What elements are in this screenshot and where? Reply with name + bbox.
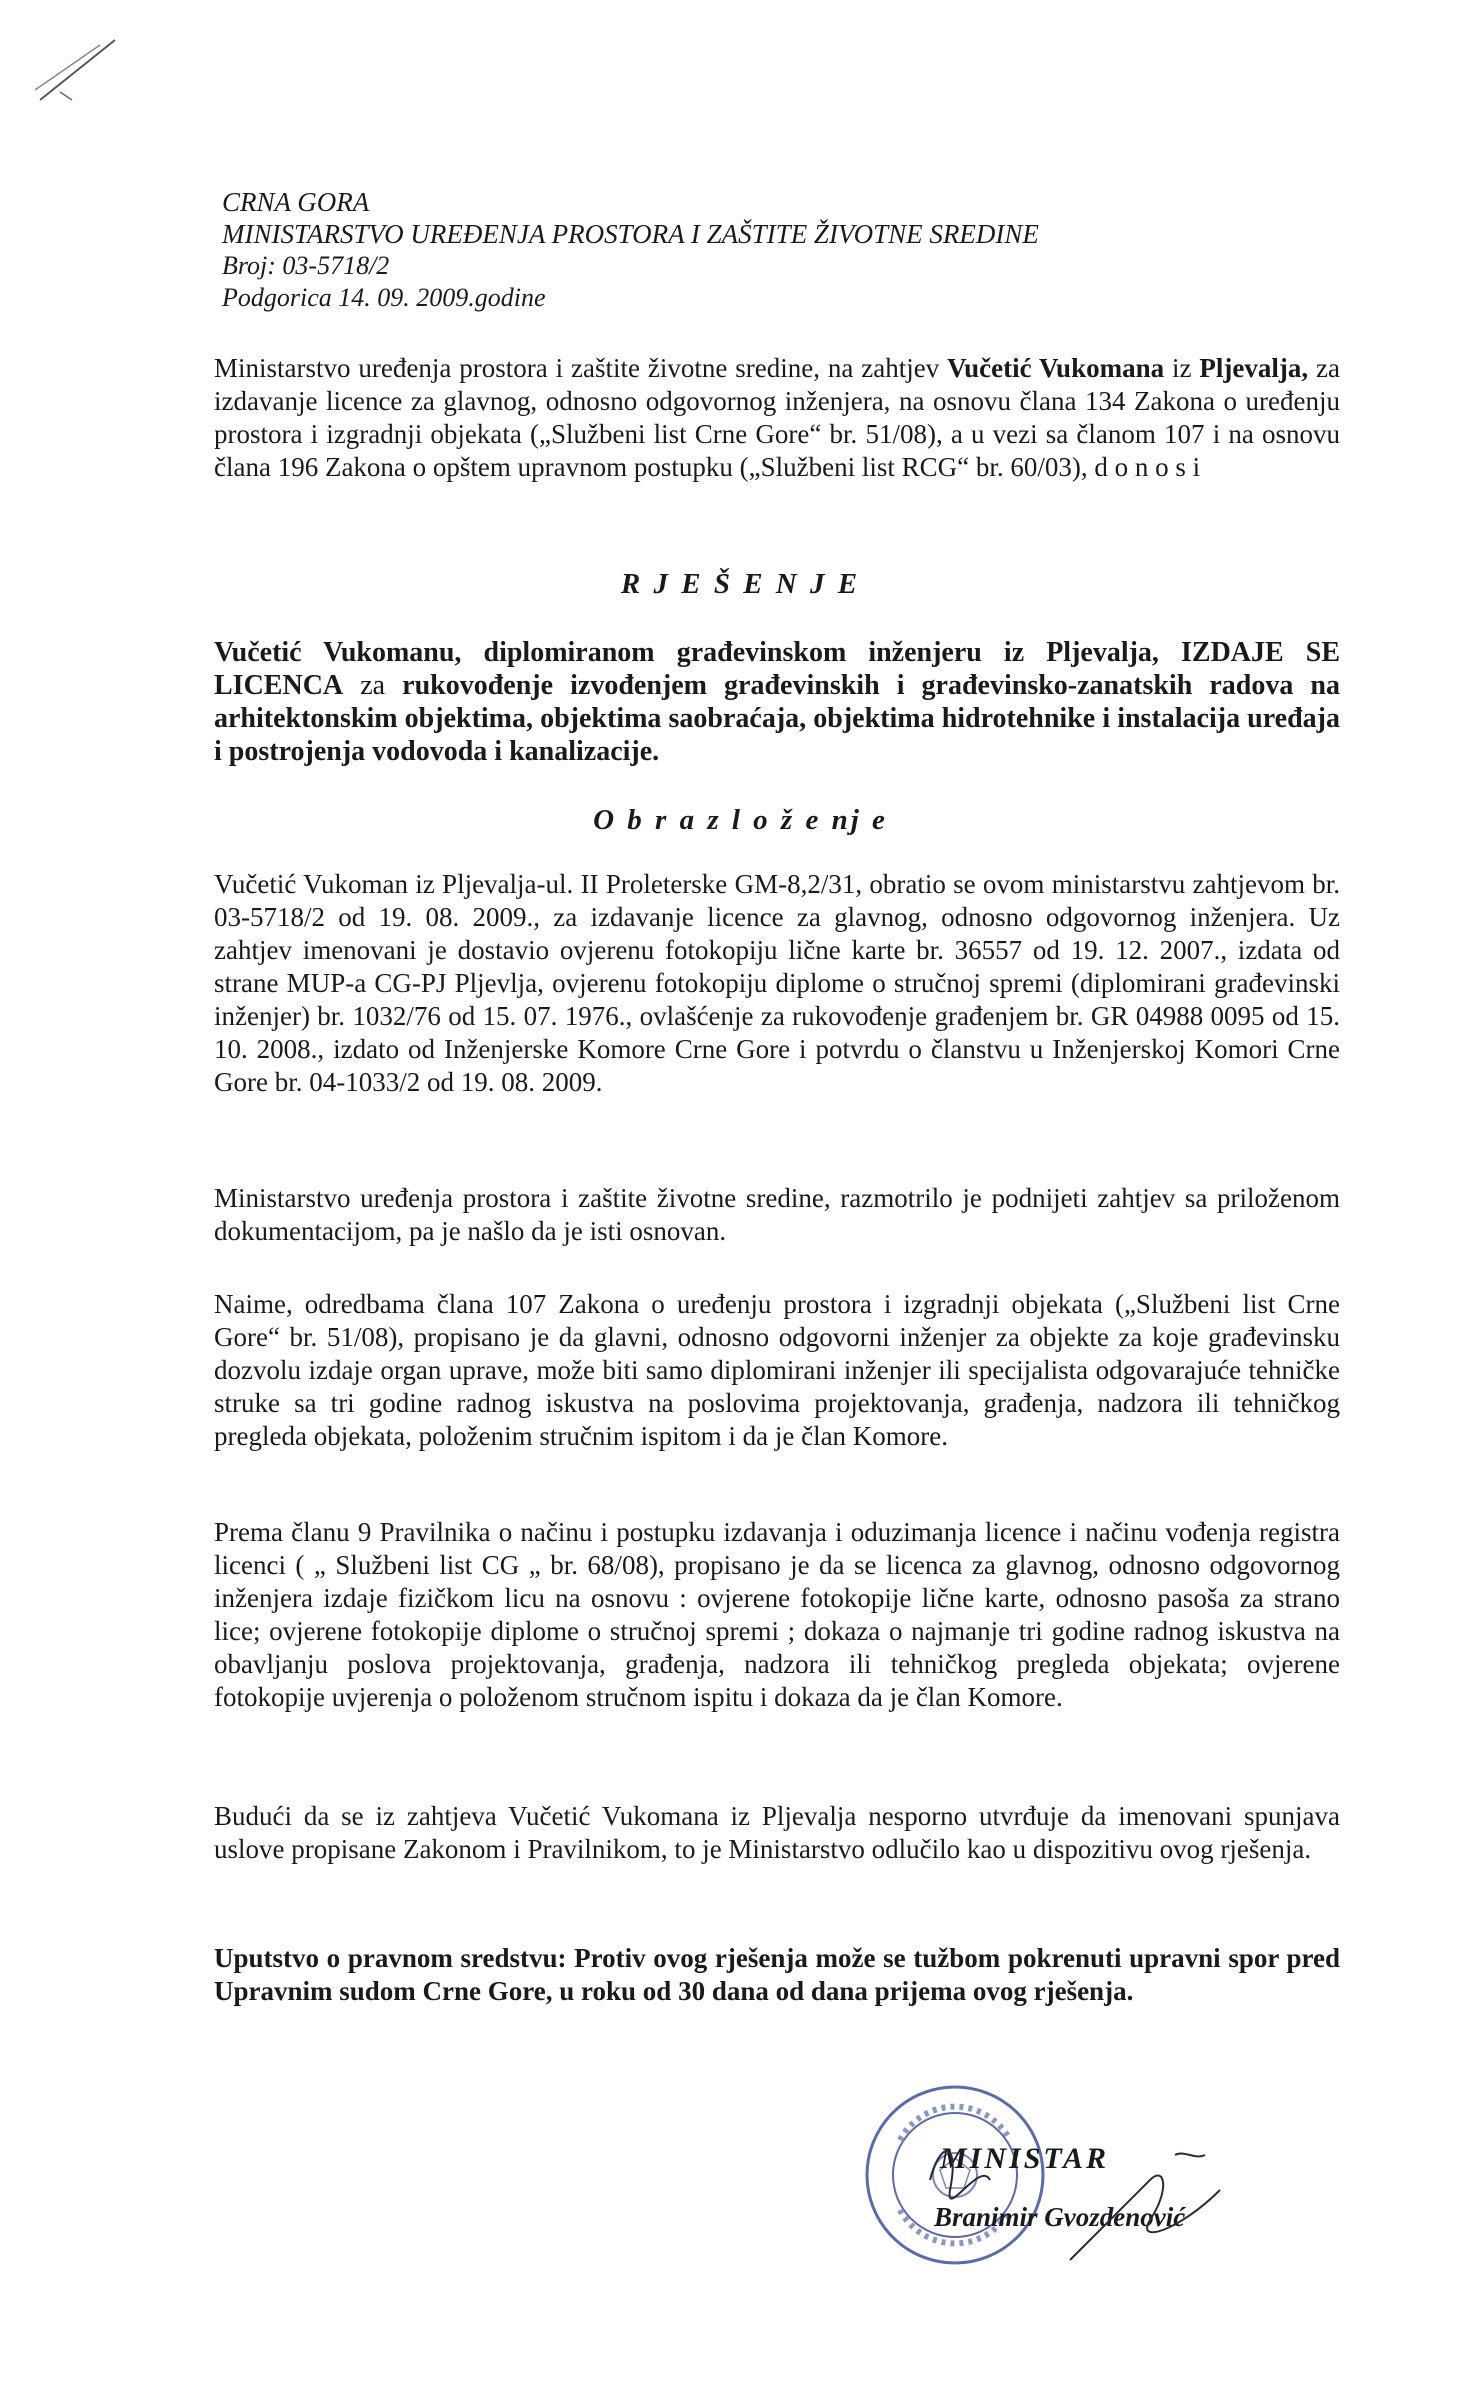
scan-corner-mark <box>20 30 130 110</box>
signature-block <box>860 2080 1280 2280</box>
ministry-name: MINISTARSTVO UREĐENJA PROSTORA I ZAŠTITE ŽIVOTNE SREDINE <box>222 219 1039 249</box>
explanation-paragraph-2: Ministarstvo uređenja prostora i zaštite životne sredine, razmotrilo je podnijeti zahtjev sa priloženom dokumentacijom, pa je našlo da je isti osnovan. <box>214 1183 1340 1246</box>
document-header <box>222 186 1322 314</box>
signatory-name: Branimir Gvozdenović <box>934 2202 1186 2232</box>
decision-paragraph: Vučetić Vukomanu, diplomiranom građevinskom inženjeru iz Pljevalja, IZDAJE SE LICENCA za rukovođenje izvođenjem građevinskih i građevinsko-zanatskih radova na arhitektonskim objektima, objektima saobraćaja, objektima hidrotehnike i instalacija uređaja i postrojenja vodovoda i kanalizacije. <box>214 637 1340 767</box>
applicant-city: Pljevalja, <box>1199 353 1309 383</box>
applicant-name: Vučetić Vukomana <box>947 353 1165 383</box>
country-name: CRNA GORA <box>222 187 370 217</box>
explanation-paragraph-1: Vučetić Vukoman iz Pljevalja-ul. II Proleterske GM-8,2/31, obratio se ovom ministarstvu zahtjevom br. 03-5718/2 od 19. 08. 2009., za izdavanje licence za glavnog, odnosno odgovornog inženjera. Uz zahtjev imenovani je dostavio ovjerenu fotokopiju lične karte br. 36557 od 19. 12. 2007., izdata od strane MUP-a CG-PJ Pljevlja, ovjerenu fotokopiju diplome o stručnoj spremi (diplomirani građevinski inženjer) br. 1032/76 od 15. 07. 1976., ovlašćenje za rukovođenje građenjem br. GR 04988 0095 od 15. 10. 2008., izdato od Inženjerske Komore Crne Gore i potvrdu o članstvu u Inženjerskoj Komori Crne Gore br. 04-1033/2 od 19. 08. 2009. <box>214 869 1340 1097</box>
reference-number: Broj: 03-5718/2 <box>222 251 390 280</box>
intro-paragraph: Ministarstvo uređenja prostora i zaštite životne sredine, na zahtjev Vučetić Vukomana iz Pljevalja, za izdavanje licence za glavnog, odnosno odgovornog inženjera, na osnovu člana 134 Zakona o uređenju prostora i izgradnji objekata („Službeni list Crne Gore“ br. 51/08), a u vezi sa članom 107 i na osnovu člana 196 Zakona o opštem upravnom postupku („Službeni list RCG“ br. 60/03), d o n o s i <box>214 353 1340 482</box>
signatory-title: MINISTAR <box>940 2142 1110 2175</box>
legal-remedy-notice: Uputstvo o pravnom sredstvu: Protiv ovog rješenja može se tužbom pokrenuti upravni spor pred Upravnim sudom Crne Gore, u roku od 30 dana od dana prijema ovog rješenja. <box>214 1943 1340 2006</box>
explanation-paragraph-4: Prema članu 9 Pravilnika o načinu i postupku izdavanja i oduzimanja licence i načinu vođenja registra licenci ( „ Službeni list CG „ br. 68/08), propisano je da se licenca za glavnog, odnosno odgovornog inženjera izdaje fizičkom licu na osnovu : ovjerene fotokopije lične karte, odnosno pasoša za strano lice; ovjerene fotokopije diplome o stručnoj spremi ; dokaza o najmanje tri godine radnog iskustva na obavljanju poslova projektovanja, građenja, nadzora ili tehničkog pregleda objekata; ovjerene fotokopije uvjerenja o položenom stručnom ispitu i dokaza da je član Komore. <box>214 1517 1340 1712</box>
explanation-paragraph-3: Naime, odredbama člana 107 Zakona o uređenju prostora i izgradnji objekata („Službeni list Crne Gore“ br. 51/08), propisano je da glavni, odnosno odgovorni inženjer za objekte za koje građevinsku dozvolu izdaje organ uprave, može biti samo diplomirani inženjer ili specijalista odgovarajuće tehničke struke sa tri godine radnog iskustva na poslovima projektovanja, građenja, nadzora ili tehničkog pregleda objekata, položenim stručnim ispitom i da je član Komore. <box>214 1289 1340 1451</box>
explanation-paragraph-5: Budući da se iz zahtjeva Vučetić Vukomana iz Pljevalja nesporno utvrđuje da imenovani spunjava uslove propisane Zakonom i Pravilnikom, to je Ministarstvo odlučilo kao u dispozitivu ovog rješenja. <box>214 1801 1340 1864</box>
handwritten-signature <box>920 2120 1240 2270</box>
document-date: Podgorica 14. 09. 2009.godine <box>222 283 546 312</box>
explanation-heading: O b r a z l o ž e nj e <box>593 804 888 836</box>
decision-heading: R J E Š E N J E <box>620 568 861 600</box>
